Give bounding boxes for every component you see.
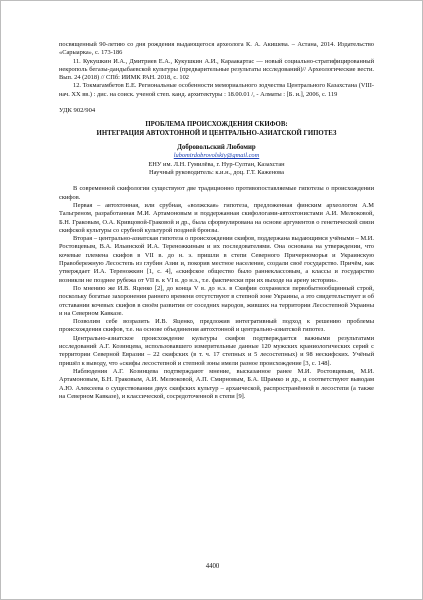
body-paragraph: Первая – автохтонная, или срубная, «волжская» гипотеза, предложенная финским археологом А.М Тальгреном, разработанная М.И. Артамоновым и поддержанная скифологами-автохтонистами А.И. Мелюковой, Б.Н. Граковым, О.А. Кривцовой-Граковой и др., была сформулирована на основе аргументов о генетической связи скифской культуры со срубной культурой поздней бронзы. <box>59 201 374 234</box>
body-paragraph: В современной скифологии существуют две традиционно противопоставляемые гипотезы о происхождении скифов. <box>59 185 374 201</box>
scientific-supervisor: Научный руководитель: к.и.н., доц. Г.Т. Каженова <box>149 169 284 177</box>
page-content <box>59 41 374 401</box>
udk-code: УДК 902/904 <box>59 107 96 115</box>
reference-item: посвященный 90-летию со дня рождения выдающегося археолога К. А. Акишева. – Астана, 2014. Издательство «Сарыарка», с. 173-186 <box>59 41 374 57</box>
article-body <box>59 185 374 401</box>
reference-item: 11. Кукушкин И.А., Дмитриев Е.А., Кукушкин А.И., Караакартас — новый социально-стратифицированный некрополь бегазы-дандыбаевской культуры (предварительные результаты исследований)// Археологические вести. Вып. 24 (2018) // СПб: ИИМК РАН. 2018, с. 102 <box>59 57 374 82</box>
author-name: Добровольский Любомир <box>177 144 256 152</box>
page-number: 4400 <box>205 563 220 570</box>
body-paragraph: Вторая – центрально-азиатская гипотеза о происхождении скифов, поддержана выдающимся учёными – М.И. Ростовцевым, В.А. Ильинской И.А. Тереножкиным и их последователями. Она основана на утверждении, что кочевые племена скифов в VII в. до н. э. пришли в степи Северного Причерноморья и Украинскую Правобережную Лесостепь из глубин Азии и, покорив местное население, создали своё государство. Причём, как утверждает И.А. Тереножкин [1, с. 4], «скифское общество было раннеклассовым, а классы и государство возникли не позднее рубежа от VII в. к VI в. до н.э., т.е. фактически при их выходе на арену истории». <box>59 235 374 284</box>
author-affiliation: ЕНУ им. Л.Н. Гумилёва, г. Нур-Султан, Казахстан <box>148 160 285 168</box>
reference-item: 12. Токмагамбетов Е.Е. Региональные особенности мемориального зодчества Центрального Казахстана (VIII-нач. XX вв.) : дис. на соиск. ученой степ. канд. архитектуры : 18.00.01 /, - Алматы : [Б. и.], 2006, с. 119 <box>59 82 374 98</box>
title-line: ИНТЕГРАЦИЯ АВТОХТОННОЙ И ЦЕНТРАЛЬНО-АЗИАТСКОЙ ГИПОТЕЗ <box>96 129 337 137</box>
article-title <box>59 121 374 138</box>
body-paragraph: По мнению же И.В. Яценко [2], до конца V в. до н.э. в Скифии сохранялся первобытнообщинный строй, поскольку богатые захоронения раннего времени отсутствуют в степной зоне Украины, а это свидетельствует и об отставании кочевых скифов в своём развитии от соседних народов, живших на территории Лесостепной Украины и на Северном Кавказе. <box>59 284 374 317</box>
body-paragraph: Наблюдения А.Г. Козинцева подтверждают мнение, высказанное ранее М.И. Ростовцевым, М.И. Артамоновым, Б.Н. Граковым, А.И. Мелюковой, А.П. Смирновым, Б.А. Шрамко и др., и соответствуют выводам А.Ю. Алексеева о существовании двух скифских культур – архаической, распространённой в лесостепи (а также на Северном Кавказе), и классической, сосредоточенной в степи [9]. <box>59 367 374 400</box>
title-line: ПРОБЛЕМА ПРОИСХОЖДЕНИЯ СКИФОВ: <box>145 121 288 129</box>
body-paragraph: Позволим себе возразить И.В. Яценко, предложив интегративный подход к решению проблемы происхождения скифов, т.е. на основе объединения автохтонной и центрально-азиатской гипотез. <box>59 318 374 334</box>
author-email-link[interactable]: lubomirdobrovolskiy@gmail.com <box>173 152 260 160</box>
body-paragraph: Центрально-азиатское происхождение культуры скифов подтверждается важными результатами исследований А.Г. Козинцева, использовавшего измерительные данные 120 мужских краниологических серий с территории Северной Евразии – 22 скифских (в т. ч. 17 степных и 5 лесостепных) и 98 нескифских. Учёный пришёл к выводу, что «скифы лесостепной и степной зоны имели разное происхождение [3, с. 148]. <box>59 334 374 367</box>
